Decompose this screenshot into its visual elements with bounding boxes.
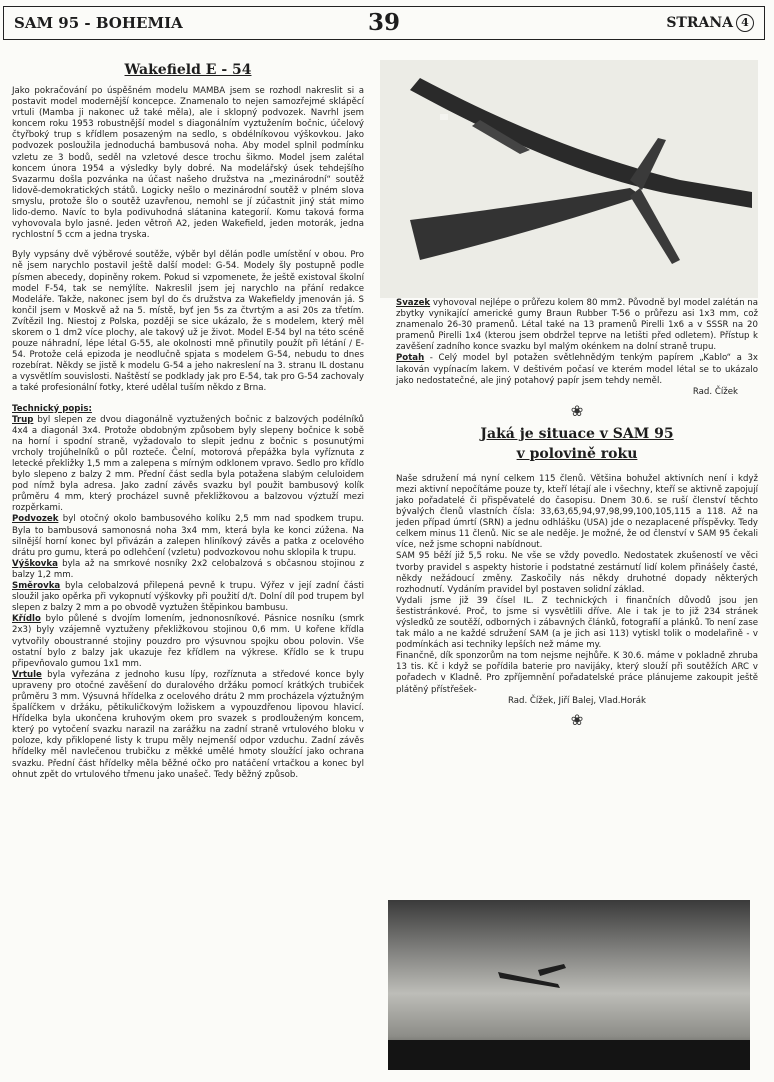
model-airplane-illustration bbox=[380, 60, 758, 298]
section-vyskovka-label: Výškovka bbox=[12, 558, 58, 569]
section-svazek-label: Svazek bbox=[396, 298, 431, 308]
section-potah-text: - Celý model byl potažen světlehnědým tenkým papírem „Kablo“ a 3x lakován vypínacím lakem. V deštivém počasí ve kterém model létal se to ukázalo jako nedostatečné, ale jiný potahový papír jsem tehdy neměl. bbox=[396, 353, 758, 386]
section-kridlo-label: Křídlo bbox=[12, 614, 41, 625]
section-kridlo bbox=[12, 614, 364, 669]
section-trup-text: byl slepen ze dvou diagonálně vyztužených bočnic z balzových podélníků 4x4 a diagonál 3x4. Protože obdobným způsobem byly slepeny bočnice k sobě na horní i spodní straně, vyžadovalo to slepit jednu z bočnic s posunutými vrcholy trojúhelníků o půl rozteče. Čelní, motorová přepážka byla vyříznuta z letecké překližky 1,5 mm a zalepena s mírným odklonem vpravo. Sedlo pro křídlo bylo slepeno z balzy 2 mm. Přední část sedla byla potažena slabým celuloidem pod nímž byla adresa. Jako zadní závěs svazku byl použit bambusový kolík průměru 4 mm, který procházel suvně překližkovou a balzovou výztuží mezi rozpěrkami. bbox=[12, 414, 364, 514]
header-strana bbox=[666, 14, 754, 32]
model-photo bbox=[380, 60, 758, 298]
article2-paragraph-4: Finančně, dík sponzorům na tom nejsme nejhůře. K 30.6. máme v pokladně zhruba 13 tis. Kč i když se pořídila baterie pro navijáky, který slouží při soutěžích ARC v pořadech v Kladně. Pro zpříjemnění pořadatelské práce plánujeme zakoupit ještě plátěný přístřešek- bbox=[396, 651, 758, 695]
flight-photo bbox=[388, 900, 750, 1070]
header-publication: SAM 95 - BOHEMIA bbox=[14, 14, 183, 32]
flower-ornament-icon-2: ❀ bbox=[570, 710, 584, 729]
section-smerovka-text: byla celobalzová přilepená pevně k trupu. Výřez v její zadní části sloužil jako opěrka při vykopnutí výškovky při použití d/t. Dolní díl pod trupem byl slepen z balzy 2 mm a po obvodě vyztužen štěpinkou bambusu. bbox=[12, 581, 364, 614]
section-potah-label: Potah bbox=[396, 353, 425, 364]
article2-paragraph-2: SAM 95 běží již 5,5 roku. Ne vše se vždy povedlo. Nedostatek zkušeností ve věci tvorby pravidel s aspekty historie i podstatné zestárnutí lidí kolem přinášely časté, někdy nežádoucí změny. Zaskočily nás někdy druhotné dopady některých rozhodnutí. Vydáním pravidel byl postaven solidní základ. bbox=[396, 551, 758, 595]
technical-description-heading: Technický popis: bbox=[12, 403, 92, 414]
article2-title-line1: Jaká je situace v SAM 95 bbox=[480, 425, 674, 442]
section-smerovka bbox=[12, 581, 364, 614]
section-potah bbox=[396, 353, 758, 386]
article2-signature: Rad. Čížek, Jiří Balej, Vlad.Horák bbox=[507, 695, 647, 706]
article-paragraph-2: Byly vypsány dvě výběrové soutěže, výběr byl dělán podle umístění v obou. Pro ně jsem narychlo postavil ještě další model: G-54. Modely šly postupně podle písmen abecedy, dopiněny rokem. Pokud si vzpomenete, že ještě existoval školní model F-54, tak se nemýlíte. Nakreslil jsem jej narychlo na přání redakce Modeláře. Takže, nakonec jsem byl do čs družstva za Wakefieldy jmenován já. S končil jsem v Moskvě až na 5. místě, byť jen 5s za čtvrtým a asi 20s za třetím. Zvítězil Ing. Niestoj z Polska, později se sice ukázalo, že s modelem, který měl skorem o 1 dm2 více plochy, ale takový už je život. Model E-54 byl na této scéně pouze náhradní, lépe létal G-55, ale okolnosti mně přinutily použít při létání / E-54. Protože celá epizoda je neodlučně spjata s modelem G-54, nebudu to dnes rozebírat. Někdy se jistě k modelu G-54 a jeho nakreslení na 3. stranu IL dostanu a vysvětlím souvislosti. Naštěstí se podklady jak pro E-54, tak pro G-54 zachovaly a také profesionální fotky, které udělal tuším někdo z Brna. bbox=[12, 250, 364, 394]
page-header bbox=[3, 6, 765, 40]
section-svazek-text: vyhovoval nejlépe o průřezu kolem 80 mm2. Původně byl model zalétán na zbytky vynikající americké gumy Braun Rubber T-56 o průřezu asi 1x3 mm, což znamenalo 26-30 pramenů. Létal také na 13 pramenů Pirelli 1x6 a v SSSR na 20 pramenů Pirelli 1x4 (kterou jsem obdržel teprve na letišti před odletem). Přístup k zavěšení zadního konce svazku byl malým okénkem na dolní straně trupu. bbox=[396, 298, 758, 353]
section-trup-label: Trup bbox=[12, 414, 34, 425]
article-title: Wakefield E - 54 bbox=[124, 62, 252, 78]
section-vrtule-label: Vrtule bbox=[12, 669, 42, 680]
article2-title bbox=[396, 424, 758, 464]
article1-signature: Rad. Čížek bbox=[692, 386, 738, 397]
article2-paragraph-3: Vydali jsme již 39 čísel IL. Z technických i finančních důvodů jsou jen šestistránkové. Proč, to jsme si vysvětlili dříve. Ale i tak je to již 234 stránek výsledků ze soutěží, odborných i zábavných článků, fotografií a plánků. To není zase tak málo a ne každé sdružení SAM (a je jich asi 113) vytiskl tolik o modelařině - v podmínkách asi techniky lepších než máme my. bbox=[396, 595, 758, 651]
section-podvozek-text: byl otočný okolo bambusového kolíku 2,5 mm nad spodkem trupu. Byla to bambusová samonosná noha 3x4 mm, která byla ke konci zúžena. Na silnější horní konec byl přivázán a zalepen hliníkový závěs a patka z ocelového drátu pro gumu, která po odlehčení (vzletu) podvozkovou nohu sklopila k trupu. bbox=[12, 514, 364, 558]
section-smerovka-label: Směrovka bbox=[12, 581, 61, 592]
section-vyskovka-text: byla až na smrkové nosníky 2x2 celobalzová s občasnou stojinou z balzy 1,2 mm. bbox=[12, 558, 364, 580]
article2-paragraph-1: Naše sdružení má nyní celkem 115 členů. Většina bohužel aktivních není i když mezi aktivní nepočítáme pouze ty, kteří létají ale i všechny, kteří se aktivně zapojují jako pořadatelé či přispěvatelé do časopisu. Dnem 30.6. se ruší členství těchto bývalých členů vlastních čísla: 33,63,65,94,97,98,99,100,105,115 a 118. Až na jeden případ úmrtí (SRN) a jednu odhlášku (USA) jde o nezaplacené příspěvky. Tedy celkem minus 11 členů. Nic se ale neděje. Je možné, že od členství v SAM 95 čekali více, než jsme schopni nabídnout. bbox=[396, 473, 758, 551]
header-strana-label: STRANA bbox=[666, 15, 733, 31]
flight-scene-illustration bbox=[388, 900, 750, 1070]
section-trup bbox=[12, 415, 364, 515]
section-kridlo-text: bylo půlené s dvojím lomením, jednonosníkové. Pásnice nosníku (smrk 2x3) byly vzájemně vyztuženy překližkovou stojinou 0,6 mm. U kořene křídla vytvořily oboustranné stojiny pouzdro pro výsuvnou spojku obou polovin. Vše ostatní bylo z balzy jak ukazuje řez křídlem na výkrese. Křídlo se k trupu připevňovalo gumou 1x1 mm. bbox=[12, 614, 364, 669]
section-vyskovka bbox=[12, 559, 364, 581]
flower-ornament-icon: ❀ bbox=[570, 401, 584, 420]
header-page-number: 39 bbox=[367, 9, 400, 36]
article-wakefield bbox=[12, 62, 364, 781]
header-strana-circle: 4 bbox=[736, 14, 754, 32]
section-vrtule bbox=[12, 670, 364, 781]
section-podvozek bbox=[12, 514, 364, 558]
section-vrtule-text: byla vyřezána z jednoho kusu lípy, rozříznuta a středové konce byly upraveny pro otočné zavěšení do duralového držáku pomocí krátkých trubiček průměru 3 mm. Výsuvná hřídelka z ocelového drátu 2 mm procházela výztužným špalíčkem v držáku, pětikuličkovým ložiskem a vypouzdřenou lipovou hlavicí. Hřídelka byla ukončena kruhovým okem pro svazek s prodlouženým koncem, který po vytočení svazku narazil na zarážku na zadní straně vrtulového bloku v poloze, kdy přiklopené listy k trupu měly nejmenší odpor vzduchu. Zadní závěs hřídelky měl navlečenou trubičku z měkké umělé hmoty sloužící jako ochrana svazku. Přední část hřídelky měla běžné očko pro natáčení vrtačkou a konec byl ohnut zpět do vrtulového třmenu jako unašeč. Tedy běžný způsob. bbox=[12, 669, 364, 780]
article2-title-line2: v polovině roku bbox=[516, 445, 638, 462]
article-paragraph-1: Jako pokračování po úspěšném modelu MAMBA jsem se rozhodl nakreslit si a postavit model modernější koncepce. Znamenalo to nejen samozřejmé sklápěcí vrtuli (Mamba ji nakonec už také měla), ale i sklopný podvozek. Navrhl jsem koncem roku 1953 robustnější model s diagonálním vyztužením bočnic, účelový čtyřboký trup s křídlem posazeným na sedlo, s obdélníkovou výškovkou. Jako podvozek posloužila jednoduchá bambusová noha. Aby model splnil podmínku vzletu ze 3 bodů, seděl na vzletové desce trochu šikmo. Model jsem zalétal koncem února 1954 a výsledky byly dobré. Na modelářský úsek tehdejšího Svazarmu došla pozvánka na účast našeho družstva na „mezinárodní“ soutěž lidově-demokratických států. Logicky nešlo o mezinárodní soutěž v plném slova smyslu, protože šlo o soutěž uzavřenou, nemohl se jí zúčastnit jiný stát mimo lido-demo. Navíc to byla podivuhodná slátanina kategorií. Komu taková forma vyhovovala bylo jasné. Jeden větroň A2, jeden Wakefield, jeden motorák, jedna rychlostní 5 ccm a jedna tryska. bbox=[12, 86, 364, 241]
right-column bbox=[396, 298, 758, 731]
section-podvozek-label: Podvozek bbox=[12, 514, 59, 525]
section-svazek bbox=[396, 298, 758, 353]
